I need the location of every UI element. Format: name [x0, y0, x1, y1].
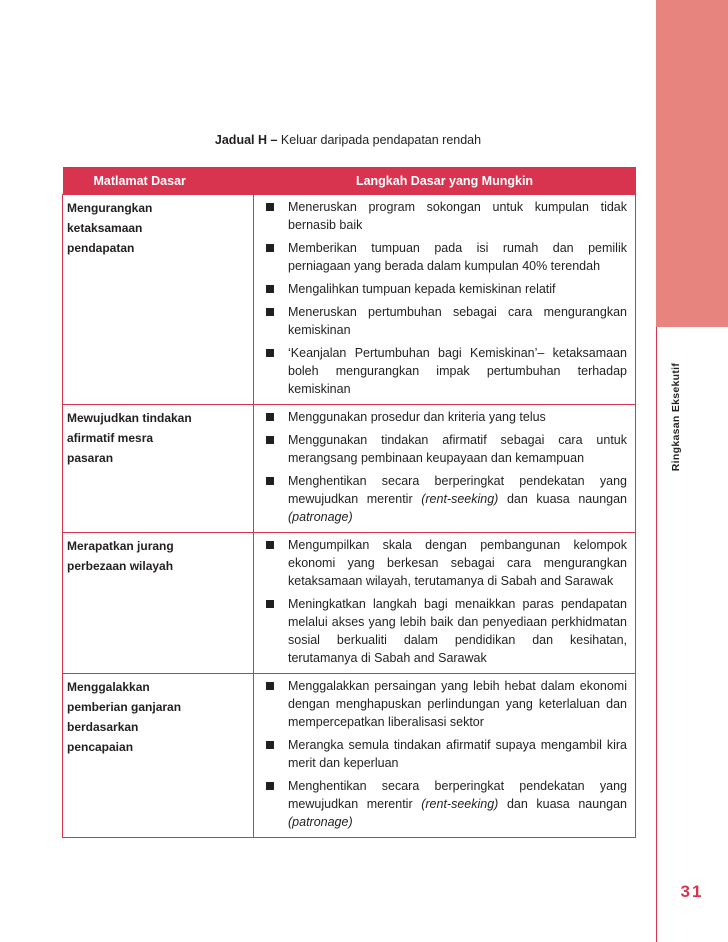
list-item: Meningkatkan langkah bagi menaikkan paras pendapatan melalui akses yang lebih baik dan penyediaan perkhidmatan sosial berkualiti dalam pendidikan dan kesihatan, terutamanya di Sabah and Sarawak	[260, 595, 627, 667]
list-item: Menggunakan tindakan afirmatif sebagai cara untuk merangsang pembinaan keupayaan dan kemampuan	[260, 431, 627, 467]
table-row	[63, 195, 636, 405]
policy-table	[62, 167, 636, 838]
table-row	[63, 674, 636, 838]
list-item: Menggunakan prosedur dan kriteria yang telus	[260, 408, 627, 426]
table-caption	[62, 133, 634, 147]
list-item: Mengalihkan tumpuan kepada kemiskinan relatif	[260, 280, 627, 298]
page-number: 31	[680, 882, 704, 901]
sidebar-accent-block	[656, 0, 728, 327]
table-row	[63, 533, 636, 674]
caption-text: Keluar daripada pendapatan rendah	[280, 133, 482, 147]
list-item: Menggalakkan persaingan yang lebih hebat dalam ekonomi dengan menghapuskan perlindungan yang keterlaluan dan mempercepatkan liberalisasi sektor	[260, 677, 627, 731]
list-item: Meneruskan pertumbuhan sebagai cara mengurangkan kemiskinan	[260, 303, 627, 339]
goal-cell: Mewujudkan tindakan afirmatif mesra pasaran	[63, 405, 254, 533]
header-steps: Langkah Dasar yang Mungkin	[254, 167, 636, 195]
list-item: Mengumpilkan skala dengan pembangunan kelompok ekonomi yang berkesan sebagai cara mengurangkan ketaksamaan wilayah, terutamanya di Sabah and Sarawak	[260, 536, 627, 590]
goal-cell: Menggalakkan pemberian ganjaran berdasarkan pencapaian	[63, 674, 254, 838]
table-row	[63, 405, 636, 533]
goal-cell: Merapatkan jurang perbezaan wilayah	[63, 533, 254, 674]
list-item: ‘Keanjalan Pertumbuhan bagi Kemiskinan’– ketaksamaan boleh mengurangkan impak pertumbuhan terhadap kemiskinan	[260, 344, 627, 398]
section-label: Ringkasan Eksekutif	[670, 362, 682, 472]
caption-label: Jadual H –	[214, 133, 278, 147]
goal-cell: Mengurangkan ketaksamaan pendapatan	[63, 195, 254, 405]
list-item: Memberikan tumpuan pada isi rumah dan pemilik perniagaan yang berada dalam kumpulan 40% terendah	[260, 239, 627, 275]
steps-cell	[254, 405, 636, 533]
steps-cell	[254, 674, 636, 838]
list-item: Menghentikan secara berperingkat pendekatan yang mewujudkan merentir (rent-seeking) dan kuasa naungan (patronage)	[260, 472, 627, 526]
steps-cell	[254, 533, 636, 674]
table-header-row	[63, 167, 636, 195]
list-item: Merangka semula tindakan afirmatif supaya mengambil kira merit dan keperluan	[260, 736, 627, 772]
list-item: Menghentikan secara berperingkat pendekatan yang mewujudkan merentir (rent-seeking) dan kuasa naungan (patronage)	[260, 777, 627, 831]
list-item: Meneruskan program sokongan untuk kumpulan tidak bernasib baik	[260, 198, 627, 234]
steps-cell	[254, 195, 636, 405]
header-goal: Matlamat Dasar	[63, 167, 254, 195]
